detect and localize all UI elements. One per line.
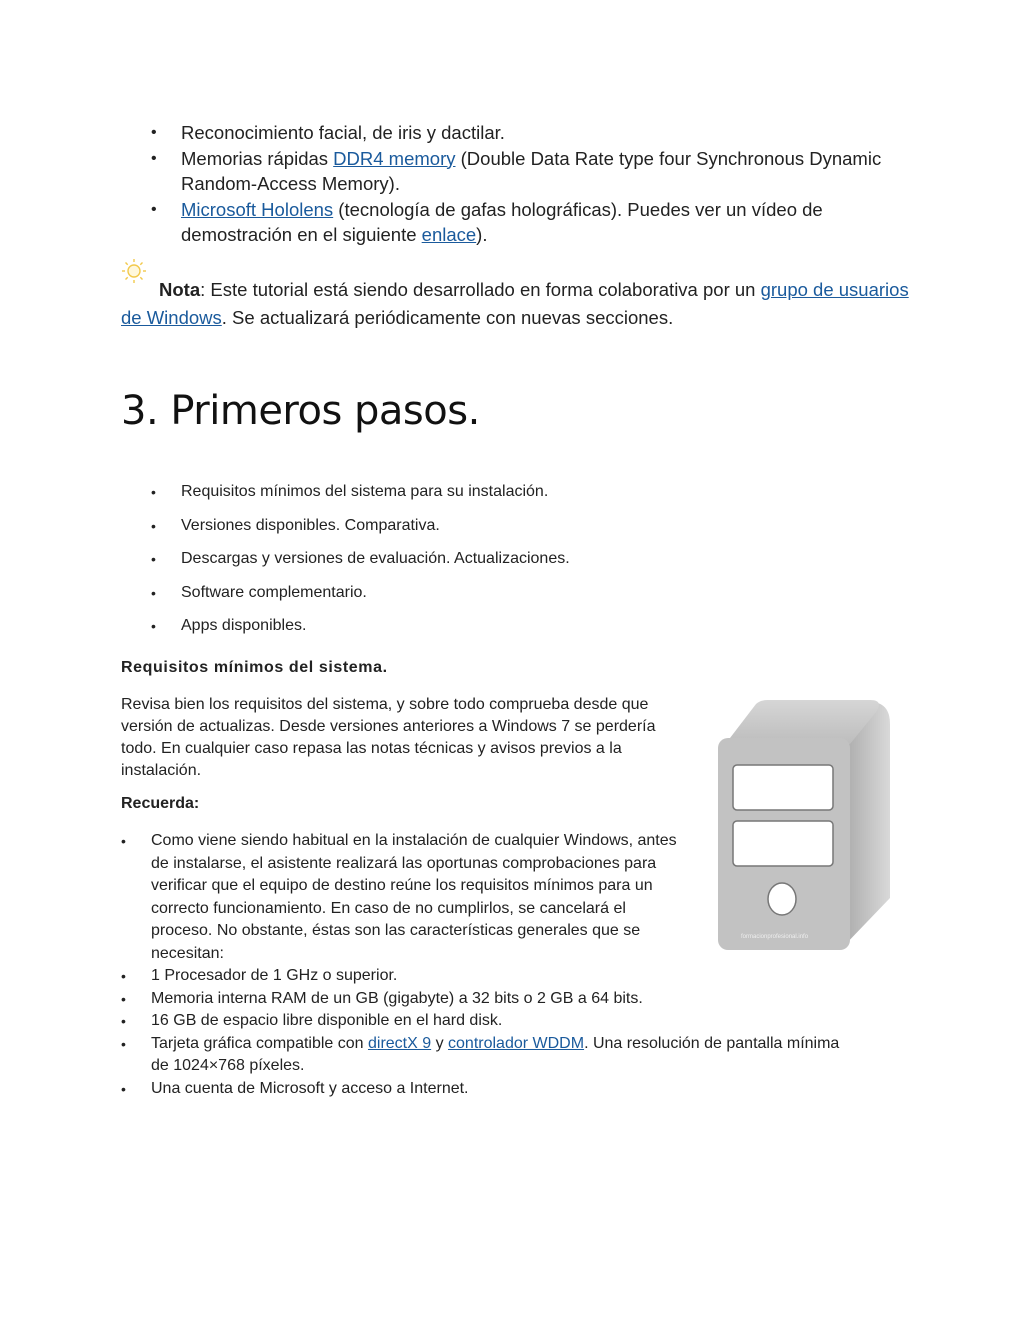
list-item: • Descargas y versiones de evaluación. Actualizaciones. [121, 548, 570, 582]
list-item: • Requisitos mínimos del sistema para su instalación. [121, 481, 570, 515]
list-item: • Reconocimiento facial, de iris y dactilar. [121, 120, 911, 146]
section-title: 3. Primeros pasos. [121, 388, 480, 434]
list-item: • Como viene siendo habitual en la instalación de cualquier Windows, antes de instalarse, el asistente realizará las oportunas comprobaciones para verificar que el equipo de destino reúne los requisitos mínimos para un correcto funcionamiento. En caso de no cumplirlos, se cancelará el proceso. No obstante, éstas son las características generales que se necesitan: [121, 830, 681, 965]
list-item: • Memoria interna RAM de un GB (gigabyte) a 32 bits o 2 GB a 64 bits. [121, 988, 861, 1011]
list-item: • Apps disponibles. [121, 615, 570, 649]
feature-list [121, 120, 911, 248]
image-watermark: formacionprofesional.info [741, 934, 809, 940]
requirements-heading: Requisitos mínimos del sistema. [121, 659, 388, 676]
list-item: • Tarjeta gráfica compatible con directX 9 y controlador WDDM. Una resolución de pantalla mínima de 1024×768 píxeles. [121, 1033, 861, 1078]
list-item: • Memorias rápidas DDR4 memory (Double Data Rate type four Synchronous Dynamic Random-Access Memory). [121, 146, 911, 197]
list-item: • Software complementario. [121, 582, 570, 616]
ddr4-memory-link[interactable]: DDR4 memory [333, 147, 456, 169]
list-item: • 1 Procesador de 1 GHz o superior. [121, 965, 861, 988]
enlace-link[interactable]: enlace [421, 224, 477, 245]
recuerda-label: Recuerda: [121, 795, 200, 812]
wddm-driver-link[interactable]: controlador WDDM [448, 1034, 585, 1052]
note-paragraph: Nota: Este tutorial está siendo desarrollado en forma colaborativa por un grupo de usuarios de Windows. Se actualizará periódicamente con nuevas secciones. [121, 272, 921, 330]
requirements-intro: Revisa bien los requisitos del sistema, y sobre todo comprueba desde que versión de actualizas. Desde versiones anteriores a Windows 7 se perdería todo. En cualquier caso repasa las notas técnicas y avisos previos a la instalación. [121, 696, 656, 779]
computer-tower-icon [716, 698, 892, 957]
note-label: Nota [159, 279, 201, 300]
windows-users-group-link[interactable]: grupo de usuarios de Windows [121, 279, 909, 328]
list-item: • Microsoft Hololens (tecnología de gafas holográficas). Puedes ver un vídeo de demostración en el siguiente enlace). [121, 197, 911, 248]
sun-icon [121, 272, 159, 305]
list-item: • Versiones disponibles. Comparativa. [121, 515, 570, 549]
microsoft-hololens-link[interactable]: Microsoft Hololens [181, 198, 334, 220]
directx-link[interactable]: directX 9 [368, 1034, 432, 1052]
steps-list [121, 481, 570, 649]
list-item: • 16 GB de espacio libre disponible en el hard disk. [121, 1010, 861, 1033]
list-item: • Una cuenta de Microsoft y acceso a Internet. [121, 1078, 861, 1101]
